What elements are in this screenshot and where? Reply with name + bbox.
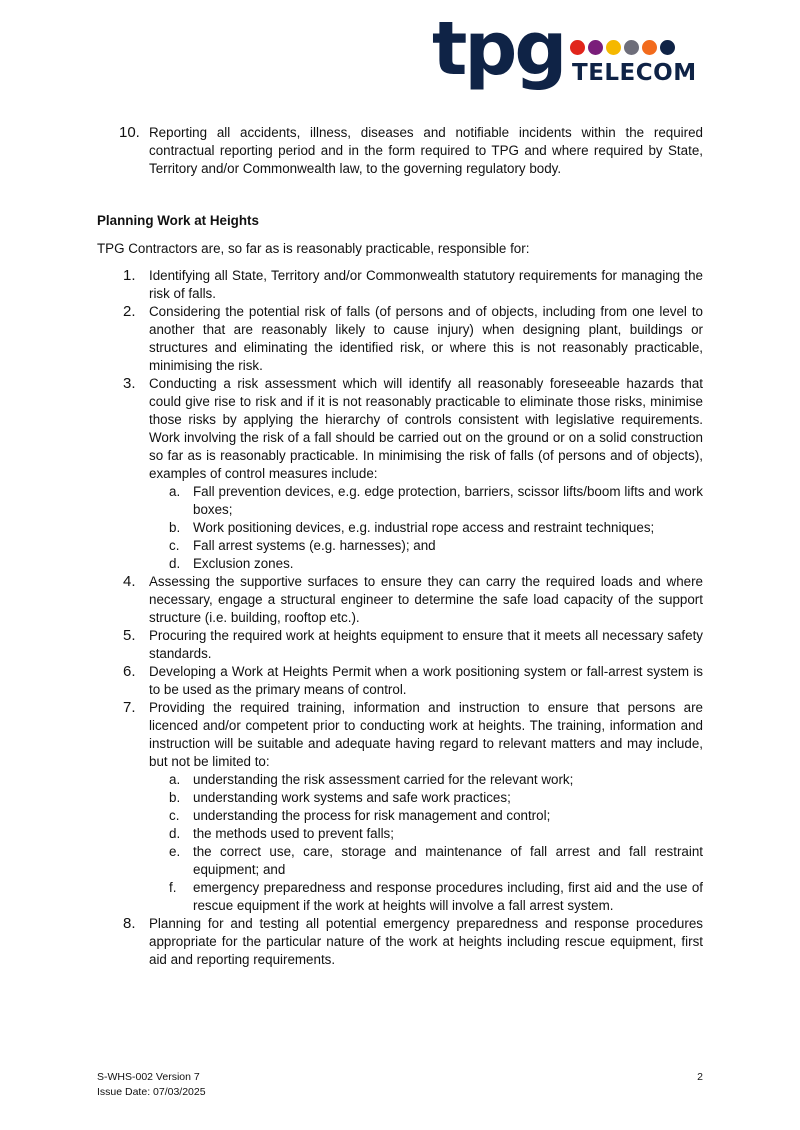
tpg-telecom-logo [432, 6, 704, 104]
sub-text: understanding the risk assessment carried for the relevant work; [193, 772, 574, 787]
sub-text: understanding work systems and safe work practices; [193, 790, 511, 805]
item-number: 3. [123, 375, 136, 392]
item-text: Identifying all State, Territory and/or Commonwealth statutory requirements for managing the risk of falls. [149, 268, 703, 301]
logo-dot [624, 40, 639, 55]
sub-text: Exclusion zones. [193, 556, 294, 571]
list-item [97, 663, 703, 699]
logo-dot [660, 40, 675, 55]
list-item [97, 915, 703, 969]
list-item [97, 699, 703, 771]
item-number: 10. [119, 124, 140, 141]
list-item [97, 627, 703, 663]
page-number: 2 [697, 1071, 703, 1083]
item-number: 4. [123, 573, 136, 590]
sub-letter: e. [169, 844, 181, 859]
logo-wordmark: tpg [432, 6, 565, 92]
item-number: 7. [123, 699, 136, 716]
list-item [97, 267, 703, 303]
sub-letter: b. [169, 790, 181, 805]
item-number: 8. [123, 915, 136, 932]
sub-item [149, 483, 703, 519]
logo-dot [570, 40, 585, 55]
item-text: Planning for and testing all potential emergency preparedness and response procedures appropriate for the particular nature of the work at heights including rescue equipment, first aid and reporting requirements. [149, 916, 703, 967]
page-footer [97, 1070, 703, 1100]
item-text: Assessing the supportive surfaces to ensure they can carry the required loads and where necessary, engage a structural engineer to determine the safe load capacity of the support structure (i.e. building, rooftop etc.). [149, 574, 703, 625]
logo-dot [642, 40, 657, 55]
sub-item [149, 807, 703, 825]
sub-item [149, 825, 703, 843]
sub-text: Fall prevention devices, e.g. edge protection, barriers, scissor lifts/boom lifts and work boxes; [193, 484, 703, 517]
sub-item [149, 537, 703, 555]
sub-item [149, 519, 703, 537]
item-text: Procuring the required work at heights equipment to ensure that it meets all necessary safety standards. [149, 628, 703, 661]
sub-text: understanding the process for risk management and control; [193, 808, 551, 823]
sub-letter: c. [169, 538, 180, 553]
item-number: 6. [123, 663, 136, 680]
numbered-list [97, 267, 703, 969]
item-text: Reporting all accidents, illness, diseases and notifiable incidents within the required contractual reporting period and in the form required to TPG and where required by State, Territory and/or Commonwealth law, to the governing regulatory body. [149, 125, 703, 176]
logo-dot [606, 40, 621, 55]
sub-list [149, 483, 703, 573]
sub-letter: d. [169, 826, 181, 841]
document-body [97, 124, 703, 969]
sub-text: emergency preparedness and response procedures including, first aid and the use of rescue equipment if the work at heights will involve a fall arrest system. [193, 880, 703, 913]
doc-version: S-WHS-002 Version 7 [97, 1071, 200, 1083]
sub-text: the correct use, care, storage and maintenance of fall arrest and fall restraint equipment; and [193, 844, 703, 877]
sub-text: the methods used to prevent falls; [193, 826, 394, 841]
list-item [97, 124, 703, 178]
sub-item [149, 843, 703, 879]
list-item [97, 573, 703, 627]
item-text: Providing the required training, information and instruction to ensure that persons are licenced and/or competent prior to conducting work at heights. The training, information and instruction will be suitable and adequate having regard to relevant matters and may include, but not be limited to: [149, 700, 703, 769]
issue-date: Issue Date: 07/03/2025 [97, 1086, 206, 1098]
item-number: 2. [123, 303, 136, 320]
list-item [97, 303, 703, 375]
logo-telecom-text: TELECOM [572, 60, 697, 86]
sub-letter: b. [169, 520, 181, 535]
item-text: Conducting a risk assessment which will identify all reasonably foreseeable hazards that could give rise to risk and if it is not reasonably practicable to eliminate those risks, minimise those risks by applying the hierarchy of controls consistent with legislative requirements. Work involving the risk of a fall should be carried out on the ground or on a solid construction so far as is reasonably practicable. In minimising the risk of falls (of persons and of objects), examples of control measures include: [149, 376, 703, 481]
section-heading: Planning Work at Heights [97, 213, 259, 228]
logo-dot [588, 40, 603, 55]
sub-text: Fall arrest systems (e.g. harnesses); and [193, 538, 436, 553]
item-number: 1. [123, 267, 136, 284]
item-text: Considering the potential risk of falls (of persons and of objects, including from one level to another that are reasonably likely to cause injury) when designing plant, buildings or structures and eliminating the identified risk, or where this is not reasonably practicable, minimising the risk. [149, 304, 703, 373]
section-intro: TPG Contractors are, so far as is reasonably practicable, responsible for: [97, 241, 530, 256]
sub-letter: c. [169, 808, 180, 823]
sub-list [149, 771, 703, 915]
sub-text: Work positioning devices, e.g. industrial rope access and restraint techniques; [193, 520, 655, 535]
sub-item [149, 879, 703, 915]
sub-item [149, 789, 703, 807]
sub-item [149, 555, 703, 573]
logo-dots [570, 40, 675, 55]
list-item [97, 375, 703, 483]
sub-letter: a. [169, 484, 181, 499]
item-number: 5. [123, 627, 136, 644]
sub-item [149, 771, 703, 789]
sub-letter: a. [169, 772, 181, 787]
sub-letter: d. [169, 556, 181, 571]
sub-letter: f. [169, 880, 177, 895]
item-text: Developing a Work at Heights Permit when a work positioning system or fall-arrest system is to be used as the primary means of control. [149, 664, 703, 697]
